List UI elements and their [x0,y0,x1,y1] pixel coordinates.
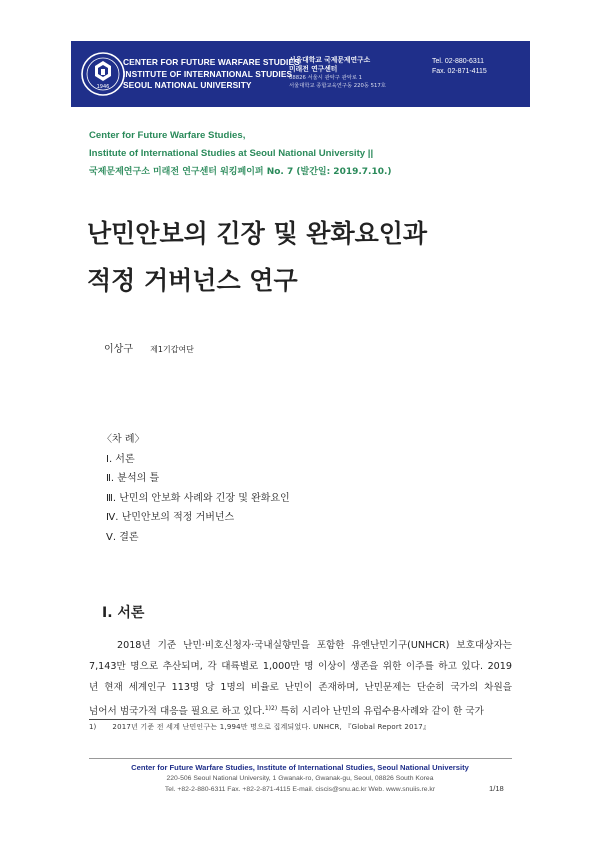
banner-tel: Tel. 02-880-6311 [432,58,485,65]
series-line3: 국제문제연구소 미래전 연구센터 워킹페이퍼 No. 7 (발간일: 2019.7.10.) [89,167,392,177]
author-name: 이상구 [104,344,133,355]
banner-ko-line1: 서울대학교 국제문제연구소 [289,56,371,64]
footnote-ref[interactable]: 1)2) [264,705,278,712]
toc-item: Ⅴ. 결론 [106,531,139,543]
footnote [89,722,512,732]
author-position: 제1기갑여단 [150,345,194,354]
banner-en-line: CENTER FOR FUTURE WARFARE STUDIES [123,57,300,67]
header-banner [71,41,530,107]
series-line2: Institute of International Studies at Seoul National University || [89,148,374,159]
footnote-divider [89,719,239,720]
page-footer [0,762,600,796]
title-line1: 난민안보의 긴장 및 완화요인과 [87,219,428,248]
paper-title [87,210,427,304]
body-line-text: 넘어서 범국가적 대응을 필요로 하고 있다. [89,706,265,718]
page-number: 1/18 [489,784,504,793]
footer-divider [89,758,512,759]
banner-en-line: INSTITUTE OF INTERNATIONAL STUDIES [123,68,293,79]
body-line: 년 현재 세계인구 113명 당 1명의 비율로 난민이 존재하며, 난민문제는 단순히 국가의 차원을 [89,682,512,693]
body-line: 2018년 기준 난민·비호신청자·국내실향민을 포함한 유엔난민기구(UNHCR) 보호대상자는 [117,640,512,651]
title-line2: 적정 거버넌스 연구 [87,266,298,295]
footnote-mark: 1) [89,723,97,731]
banner-korean-name [289,56,386,90]
toc-heading: 〈차 례〉 [102,434,145,445]
footnote-text: 2017년 기준 전 세계 난민인구는 1,994만 명으로 집계되었다. UNHCR, 『Global Report 2017』 [112,723,431,731]
toc-item: Ⅲ. 난민의 안보화 사례와 긴장 및 완화요인 [106,492,290,504]
banner-ko-line2: 미래전 연구센터 [289,65,338,73]
series-line1: Center for Future Warfare Studies, [89,130,246,141]
banner-english-name [123,57,300,92]
footer-address: 220-506 Seoul National University, 1 Gwanak-ro, Gwanak-gu, Seoul, 08826 South Korea [166,775,434,782]
banner-fax: Fax. 02-871-4115 [432,68,487,75]
toc-item: Ⅱ. 분석의 틀 [106,473,160,484]
toc-item: Ⅰ. 서론 [106,453,135,465]
emblem-year: 1946 [96,84,110,90]
body-line-text: 특히 시리아 난민의 유럽수용사례와 같이 한 국가 [277,706,484,718]
banner-en-line: SEOUL NATIONAL UNIVERSITY [123,80,252,90]
footer-institution: Center for Future Warfare Studies, Institute of International Studies, Seoul National University [131,763,469,772]
series-info [89,127,392,181]
body-text [89,635,512,722]
author-block [104,340,194,355]
body-line: 7,143만 명으로 추산되며, 각 대륙별로 1,000만 명 이상이 생존을 위한 이주를 하고 있다. 2019 [89,661,512,672]
banner-address-line2: 서울대학교 종합교육연구동 220동 517호 [289,83,386,89]
banner-contact [432,57,487,77]
university-emblem-icon [79,50,127,98]
table-of-contents [102,430,290,547]
toc-item: Ⅳ. 난민안보의 적정 거버넌스 [106,512,235,523]
footer-contact: Tel. +82-2-880-6311 Fax. +82-2-871-4115 E-mail. ciscis@snu.ac.kr Web. www.snuiis.re.kr [164,786,436,793]
banner-address-line1: 08826 서울시 관악구 관악로 1 [289,75,363,81]
section-heading: Ⅰ. 서론 [102,605,145,621]
